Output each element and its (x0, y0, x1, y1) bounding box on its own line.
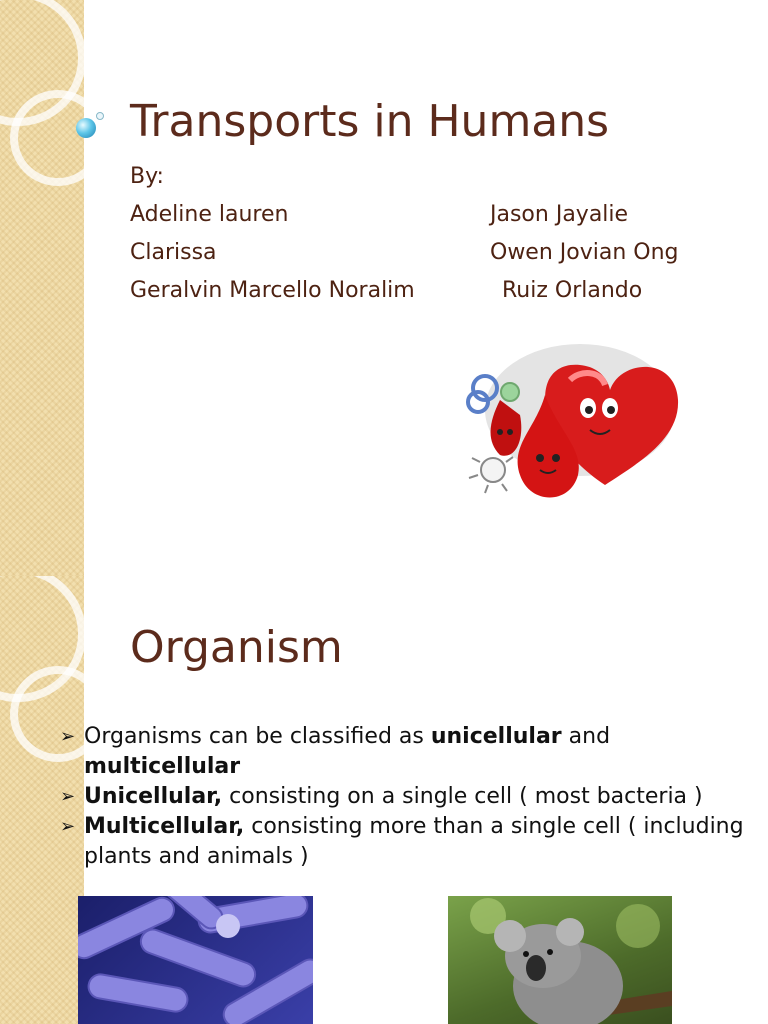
small-dot-icon (96, 112, 104, 120)
arrow-bullet-icon: ➢ (60, 816, 76, 837)
heart-and-blood-cartoon-image (460, 340, 690, 510)
author-name: Jason Jayalie (490, 202, 629, 227)
by-label: By: (130, 164, 164, 189)
bullet-text: and (561, 724, 611, 749)
author-name: Geralvin Marcello Noralim (130, 278, 415, 303)
author-name: Owen Jovian Ong (490, 240, 679, 265)
author-row (130, 196, 679, 234)
author-row (130, 272, 679, 310)
slide-title-text: Transports in Humans (130, 96, 610, 147)
bullet-list (60, 722, 760, 872)
authors-block (130, 158, 679, 310)
bacteria-photo (78, 896, 313, 1024)
author-name: Ruiz Orlando (502, 278, 643, 303)
bullet-text: consisting on a single cell ( most bacteria ) (222, 784, 703, 809)
list-item (60, 722, 760, 782)
decorative-side-stripe (0, 0, 86, 576)
author-name: Adeline lauren (130, 202, 289, 227)
bullet-bold-text: multicellular (84, 754, 241, 779)
bullet-bold-text: unicellular (430, 724, 562, 749)
author-name: Clarissa (130, 240, 217, 265)
bullet-text: Organisms can be classified as (84, 724, 431, 749)
sphere-bullet-icon (76, 118, 96, 138)
author-row (130, 234, 679, 272)
bullet-text: consisting more than a single cell ( including plants and animals ) (84, 814, 744, 869)
slide-organism (0, 576, 768, 1024)
bullet-bold-text: Multicellular, (84, 814, 245, 839)
bullet-bold-text: Unicellular, (84, 784, 223, 809)
slide-title-text: Organism (130, 622, 343, 673)
arrow-bullet-icon: ➢ (60, 726, 76, 747)
list-item (60, 812, 760, 872)
arrow-bullet-icon: ➢ (60, 786, 76, 807)
list-item (60, 782, 760, 812)
decorative-ring (10, 90, 106, 186)
koala-photo (448, 896, 672, 1024)
